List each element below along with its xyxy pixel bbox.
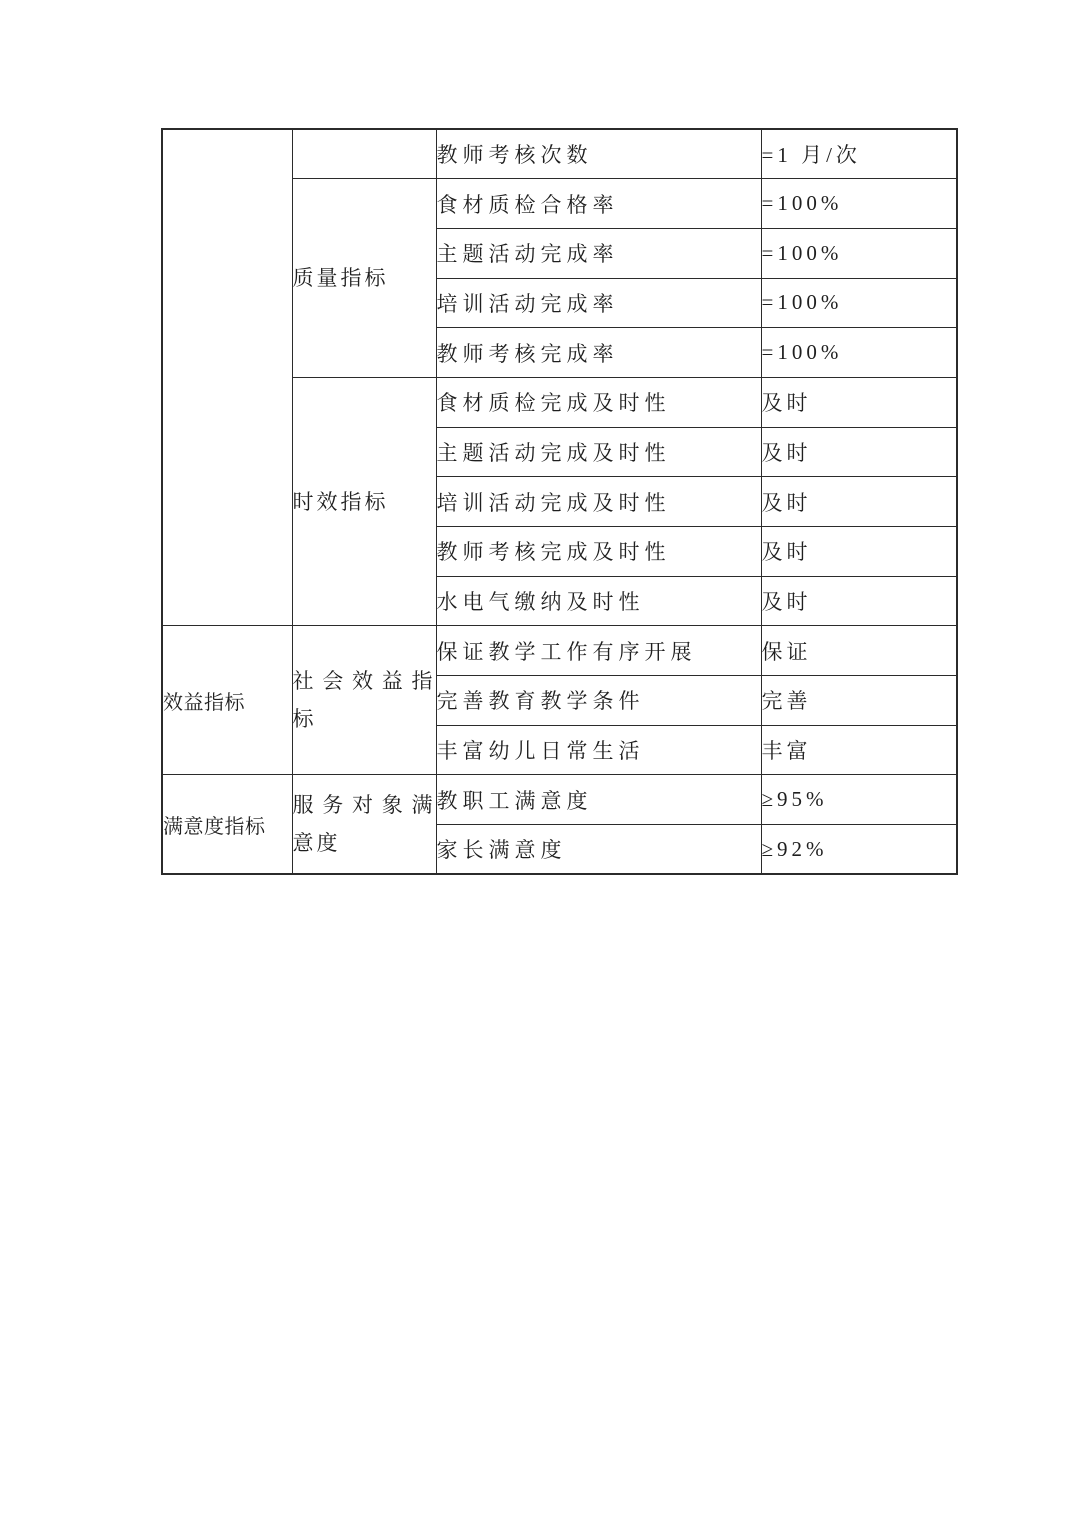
indicator-name-cell: 培训活动完成及时性 bbox=[436, 477, 761, 527]
table-row bbox=[162, 775, 957, 825]
indicator-value-cell: 及时 bbox=[761, 477, 957, 527]
indicator-value-cell: 及时 bbox=[761, 377, 957, 427]
indicator-name-cell: 完善教育教学条件 bbox=[436, 676, 761, 726]
indicator-value-cell: 完善 bbox=[761, 676, 957, 726]
indicator-name-cell: 丰富幼儿日常生活 bbox=[436, 725, 761, 775]
category-cell: 满意度指标 bbox=[162, 775, 292, 874]
indicator-name-cell: 主题活动完成及时性 bbox=[436, 427, 761, 477]
indicator-value-cell: 及时 bbox=[761, 576, 957, 626]
indicator-name-cell: 家长满意度 bbox=[436, 825, 761, 875]
indicator-value-cell: =1 月/次 bbox=[761, 129, 957, 179]
category-cell: 效益指标 bbox=[162, 626, 292, 775]
indicator-name-cell: 教师考核完成及时性 bbox=[436, 527, 761, 577]
indicator-name-cell: 保证教学工作有序开展 bbox=[436, 626, 761, 676]
indicator-name-cell: 培训活动完成率 bbox=[436, 278, 761, 328]
subcategory-cell: 社会效益指标 bbox=[292, 626, 436, 775]
subcategory-cell: 质量指标 bbox=[292, 179, 436, 378]
category-cell bbox=[162, 129, 292, 626]
indicator-value-cell: 及时 bbox=[761, 427, 957, 477]
indicator-name-cell: 食材质检完成及时性 bbox=[436, 377, 761, 427]
indicator-name-cell: 水电气缴纳及时性 bbox=[436, 576, 761, 626]
indicator-name-cell: 教师考核完成率 bbox=[436, 328, 761, 378]
indicator-name-cell: 教职工满意度 bbox=[436, 775, 761, 825]
subcategory-cell: 服务对象满意度 bbox=[292, 775, 436, 874]
indicator-name-cell: 主题活动完成率 bbox=[436, 228, 761, 278]
indicator-value-cell: ≥92% bbox=[761, 825, 957, 875]
indicator-value-cell: =100% bbox=[761, 278, 957, 328]
indicator-value-cell: =100% bbox=[761, 328, 957, 378]
indicator-value-cell: 及时 bbox=[761, 527, 957, 577]
indicator-name-cell: 教师考核次数 bbox=[436, 129, 761, 179]
indicator-value-cell: =100% bbox=[761, 228, 957, 278]
indicator-name-cell: 食材质检合格率 bbox=[436, 179, 761, 229]
indicator-value-cell: =100% bbox=[761, 179, 957, 229]
subcategory-cell: 时效指标 bbox=[292, 377, 436, 625]
subcategory-cell bbox=[292, 129, 436, 179]
indicator-value-cell: 丰富 bbox=[761, 725, 957, 775]
performance-indicator-table bbox=[161, 128, 958, 875]
indicator-value-cell: 保证 bbox=[761, 626, 957, 676]
table-row bbox=[162, 129, 957, 179]
table-row bbox=[162, 626, 957, 676]
indicator-value-cell: ≥95% bbox=[761, 775, 957, 825]
